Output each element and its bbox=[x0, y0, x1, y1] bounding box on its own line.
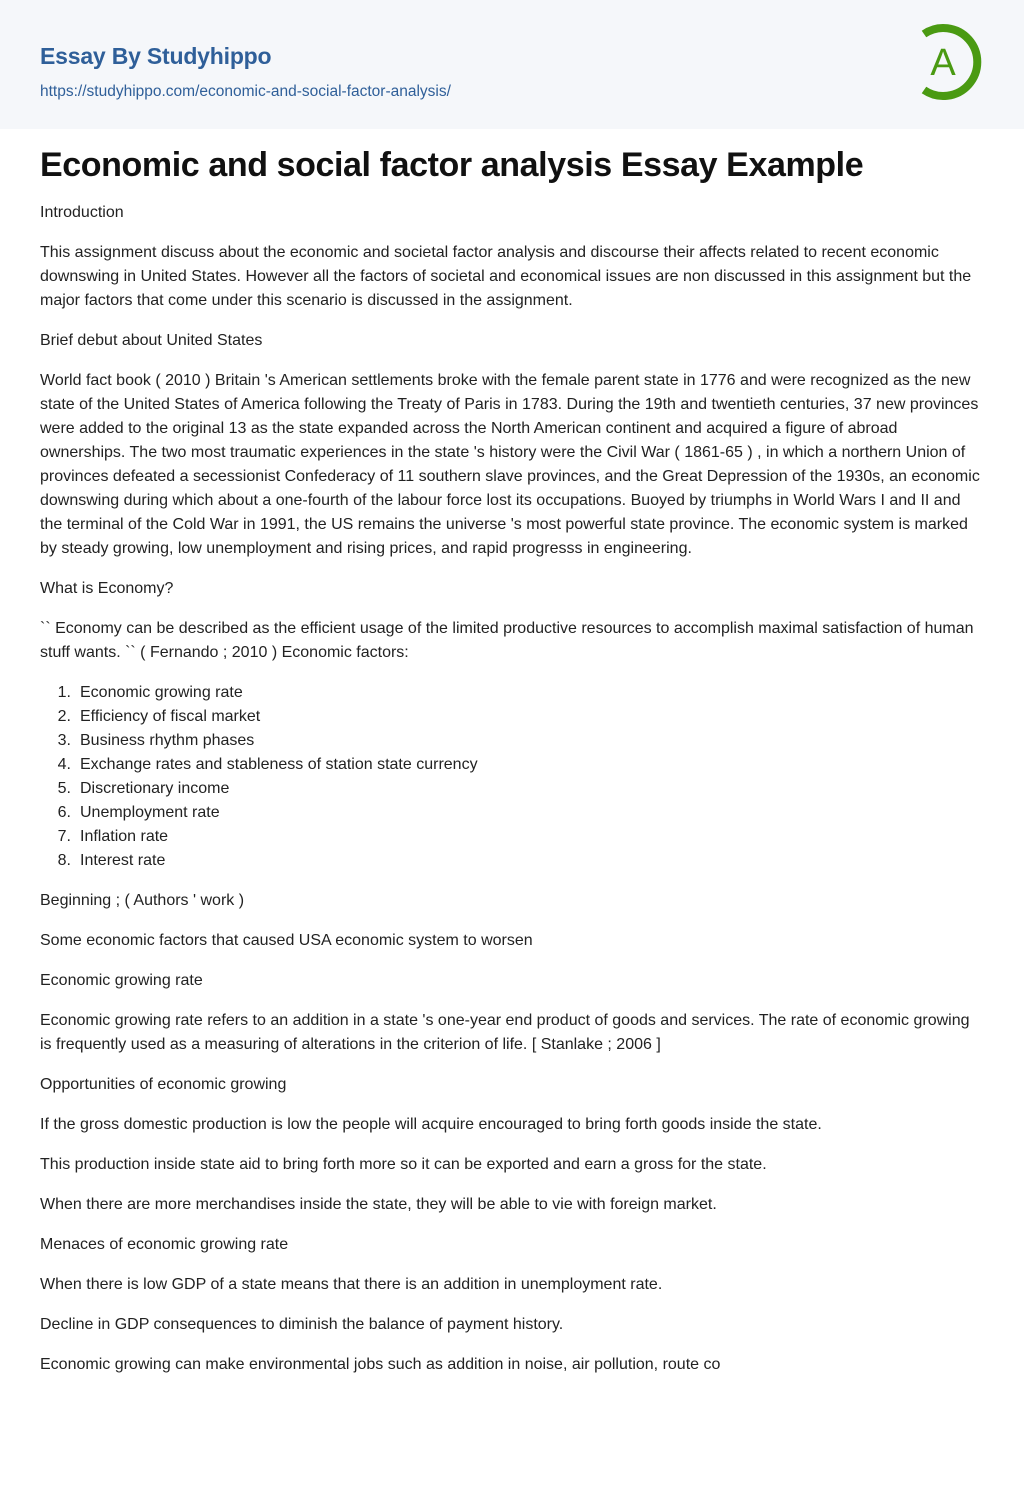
list-item-number: 4. bbox=[57, 756, 71, 773]
list-item-text: Unemployment rate bbox=[80, 804, 220, 821]
essay-url-link[interactable]: https://studyhippo.com/economic-and-social-factor-analysis/ bbox=[40, 83, 451, 100]
economic-factors-list bbox=[40, 681, 984, 873]
list-item-number: 1. bbox=[57, 684, 71, 701]
section-heading-introduction: Introduction bbox=[40, 204, 124, 221]
paragraph-menace-2: Decline in GDP consequences to diminish the balance of payment history. bbox=[40, 1316, 564, 1333]
list-item bbox=[40, 825, 984, 849]
list-item-number: 3. bbox=[57, 732, 71, 749]
paragraph-world-fact-book: World fact book ( 2010 ) Britain 's American settlements broke with the female parent state in 1776 and were recognized as the new state of the United States of America following the Treaty of Paris in 1783. During the 19th and twentieth centuries, 37 new provinces were added to the original 13 as the state expanded across the North American continent and acquired a figure of abroad ownerships. The two most traumatic experiences in the state 's history were the Civil War ( 1861-65 ) , in which a northern Union of provinces defeated a secessionist Confederacy of 11 southern slave provinces, and the Great Depression of the 1930s, an economic downswing during which about a one-fourth of the labour force lost its occupations. Buoyed by triumphs in World Wars I and II and the terminal of the Cold War in 1991, the US remains the universe 's most powerful state province. The economic system is marked by steady growing, low unemployment and rising prices, and rapid progresss in engineering. bbox=[40, 372, 980, 557]
section-heading-brief-debut: Brief debut about United States bbox=[40, 332, 263, 349]
section-heading-opportunities: Opportunities of economic growing bbox=[40, 1076, 287, 1093]
list-item bbox=[40, 849, 984, 873]
list-item-text: Efficiency of fiscal market bbox=[80, 708, 261, 725]
paragraph-opportunity-2: This production inside state aid to bring forth more so it can be exported and earn a gross for the state. bbox=[40, 1156, 767, 1173]
paragraph-menace-3-truncated: Economic growing can make environmental jobs such as addition in noise, air pollution, route co bbox=[40, 1356, 721, 1373]
list-item bbox=[40, 681, 984, 705]
section-heading-growing-rate: Economic growing rate bbox=[40, 972, 203, 989]
list-item-number: 6. bbox=[57, 804, 71, 821]
paragraph-opportunity-3: When there are more merchandises inside the state, they will be able to vie with foreign market. bbox=[40, 1196, 717, 1213]
logo-letter: A bbox=[930, 42, 956, 84]
essay-content bbox=[0, 129, 1024, 1377]
paragraph-opportunity-1: If the gross domestic production is low the people will acquire encouraged to bring forth goods inside the state. bbox=[40, 1116, 822, 1133]
paragraph-growing-rate-definition: Economic growing rate refers to an addition in a state 's one-year end product of goods and services. The rate of economic growing is frequently used as a measuring of alterations in the criterion of life. [ Stanlake ; 2006 ] bbox=[40, 1012, 970, 1053]
page-title: Economic and social factor analysis Essay Example bbox=[40, 146, 864, 184]
paragraph-source-note: Beginning ; ( Authors ' work ) bbox=[40, 892, 245, 909]
list-item-text: Discretionary income bbox=[80, 780, 230, 797]
list-item-number: 5. bbox=[57, 780, 71, 797]
list-item-text: Inflation rate bbox=[80, 828, 169, 845]
list-item-number: 8. bbox=[57, 852, 71, 869]
paragraph-economy-definition: `` Economy can be described as the efficient usage of the limited productive resources to accomplish maximal satisfaction of human stuff wants. `` ( Fernando ; 2010 ) Economic factors: bbox=[40, 620, 974, 661]
paragraph-introduction: This assignment discuss about the economic and societal factor analysis and discourse their affects related to recent economic downswing in United States. However all the factors of societal and economical issues are non discussed in this assignment but the major factors that come under this scenario is discussed in the assignment. bbox=[40, 244, 972, 309]
list-item-number: 2. bbox=[57, 708, 71, 725]
list-item-number: 7. bbox=[57, 828, 71, 845]
section-heading-usa-factors: Some economic factors that caused USA economic system to worsen bbox=[40, 932, 533, 949]
list-item-text: Business rhythm phases bbox=[80, 732, 255, 749]
site-header bbox=[0, 0, 1024, 129]
section-heading-menaces: Menaces of economic growing rate bbox=[40, 1236, 289, 1253]
list-item bbox=[40, 753, 984, 777]
list-item-text: Interest rate bbox=[80, 852, 166, 869]
list-item-text: Exchange rates and stableness of station state currency bbox=[80, 756, 478, 773]
list-item bbox=[40, 777, 984, 801]
section-heading-what-is-economy: What is Economy? bbox=[40, 580, 174, 597]
studyhippo-a-logo-icon[interactable] bbox=[914, 18, 986, 106]
list-item bbox=[40, 729, 984, 753]
list-item bbox=[40, 801, 984, 825]
list-item-text: Economic growing rate bbox=[80, 684, 243, 701]
site-brand[interactable]: Essay By Studyhippo bbox=[40, 43, 272, 69]
list-item bbox=[40, 705, 984, 729]
paragraph-menace-1: When there is low GDP of a state means that there is an addition in unemployment rate. bbox=[40, 1276, 663, 1293]
